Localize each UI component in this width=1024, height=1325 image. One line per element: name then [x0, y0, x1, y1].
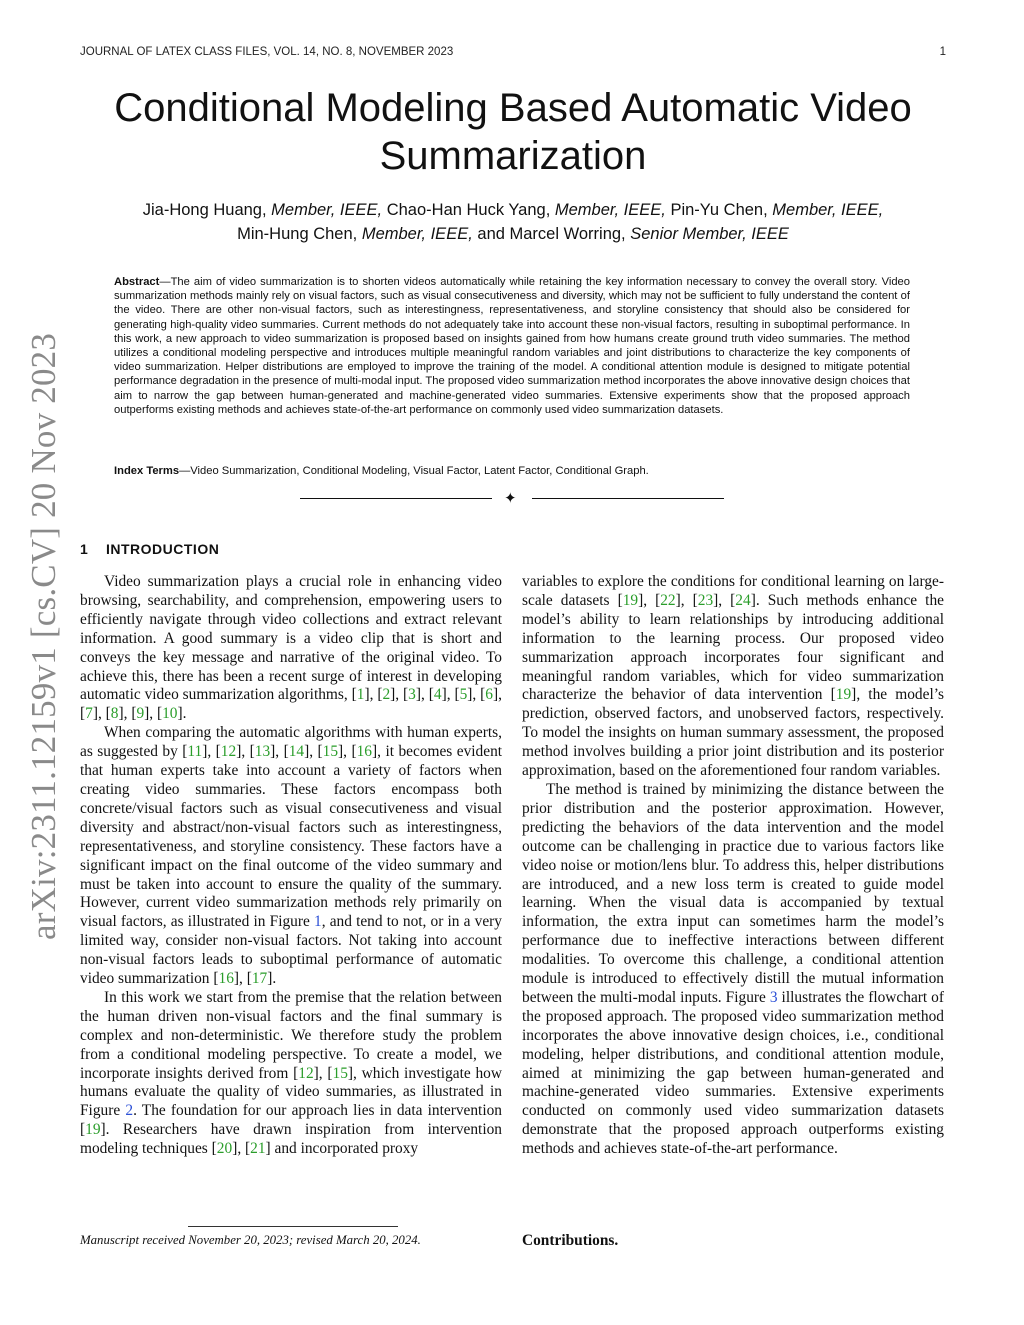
paragraph: When comparing the automatic algorithms with human experts, as suggested by [11], [12], [13], [14], [15], [16], it becomes evident that human experts take into account a variety of factors when creating video summaries. These factors encompass both concrete/visual factors such as visual consecutiveness and visual diversity and abstract/non-visual factors such as interestingness, representativeness, and storyline consistency. These factors have a significant impact on the final outcome of the video summary and must be taken into account to ensure the quality of the summary. However, current video summarization methods rely primarily on visual factors, as illustrated in Figure 1, and tend to not, or in a very limited way, consider non-visual factors. Not taking into account non-visual factors leads to suboptimal performance of automatic video summarization [16], [17].: [80, 724, 503, 988]
paragraph: Video summarization plays a crucial role in enhancing video browsing, searchability, and comprehension, empowering users to efficiently navigate through video collections and extract relevant information. A good summary is a video clip that is short and conveys the key message and narrative of the original video. To achieve this, there has been a recent surge of interest in developing automatic video summarization algorithms, [1], [2], [3], [4], [5], [6], [7], [8], [9], [10].: [80, 573, 502, 723]
index-terms-label: Index Terms: [114, 465, 180, 477]
citation-link[interactable]: 23: [697, 591, 714, 609]
figure-link[interactable]: 2: [125, 1102, 134, 1120]
figure-link[interactable]: 3: [769, 988, 778, 1006]
citation-link[interactable]: 16: [356, 743, 372, 761]
figure-link[interactable]: 1: [313, 913, 322, 931]
author-name: Jia-Hong Huang,: [142, 201, 267, 219]
divider-diamond-icon: ✦: [504, 491, 517, 507]
left-column: [80, 573, 502, 1159]
abstract-label: Abstract: [114, 276, 160, 288]
citation-link[interactable]: 6: [485, 686, 493, 704]
right-column: [522, 573, 944, 1159]
citation-link[interactable]: 12: [220, 743, 237, 761]
author-name: and Marcel Worring,: [477, 225, 626, 243]
author-role: Member, IEEE,: [772, 201, 884, 219]
paragraph: The method is trained by minimizing the distance between the prior distribution and the posterior approximation. However, predicting the behaviors of the data intervention and the model outcome can be challenging in practice due to various factors like video noise or motion/lens blur. To address this, helper distributions are introduced, and a new loss term is created to guide model learning. When the visual data is accompanied by textual information, the extra input can sometimes harm the model’s performance due to ineffective interactions between different modalities. To overcome this challenge, a conditional attention module is introduced to effectively distill the mutual information between the multi-modal inputs. Figure 3 illustrates the flowchart of the proposed approach. The proposed video summarization method incorporates the above innovative design choices, i.e., conditional modeling, helper distributions, and conditional attention module, aimed at minimizing the gap between human-generated and machine-generated video summaries. Extensive experiments conducted on commonly used video summarization datasets demonstrate that the proposed approach outperforms existing methods and achieves state-of-the-art performance.: [522, 780, 944, 1158]
citation-link[interactable]: 19: [835, 686, 852, 704]
author-role: Member, IEEE,: [271, 201, 383, 219]
citation-link[interactable]: 1: [356, 686, 365, 704]
running-header: [80, 46, 946, 62]
paragraph: variables to explore the conditions for conditional learning on large-scale datasets [19], [22], [23], [24]. Such methods enhance the model’s ability to learn relationships by introducing additional information to the learning process. Our proposed video summarization approach incorporates four significant and meaningful random variables, which for video summarization characterize the behavior of data intervention [19], the model’s prediction, observed factors, and unobserved factors, respectively. To model the insights on human summary assessment, the proposed method involves building a prior joint distribution and its posterior approximation, based on the aforementioned four random variables.: [522, 573, 944, 780]
contributions-heading: Contributions.: [522, 1232, 619, 1249]
author-name: Min-Hung Chen,: [237, 225, 358, 243]
citation-link[interactable]: 16: [218, 970, 234, 988]
index-terms: [114, 464, 910, 478]
abstract-text: —The aim of video summarization is to shorten videos automatically while retaining the key information necessary to convey the overall story. Video summarization methods mainly rely on visual factors, such as visual consecutiveness and diversity, which may not be sufficient to fully understand the content of the video. There are other non-visual factors, such as interestingness, representativeness, and storyline consistency that should also be considered for generating high-quality video summaries. Current methods do not adequately take into account these non-visual factors, resulting in suboptimal performance. In this work, a new approach to video summarization is proposed based on insights gained from how humans create ground truth video summaries. The method utilizes a conditional modeling perspective and introduces multiple meaningful random variables and joint distributions to characterize the key components of video summarization. Helper distributions are employed to improve the training of the model. A conditional attention module is designed to mitigate potential performance degradation in the presence of multi-modal input. The proposed video summarization method incorporates the above innovative design choices that aim to narrow the gap between human-generated and machine-generated video summaries. Extensive experiments show that the proposed approach outperforms existing methods and achieves state-of-the-art performance on commonly used video summarization datasets.: [114, 276, 910, 416]
divider-line-right: [532, 498, 724, 499]
citation-link[interactable]: 20: [216, 1140, 233, 1158]
paragraph: In this work we start from the premise that the relation between the human driven non-visual factors and the final summary is complex and non-deterministic. We therefore study the problem from a conditional modeling perspective. To create a model, we incorporate insights derived from [12], [15], which investigate how humans evaluate the quality of video summaries, as illustrated in Figure 2. The foundation for our approach lies in data intervention [19]. Researchers have drawn inspiration from intervention modeling techniques [20], [21] and incorporated proxy: [80, 988, 503, 1158]
citation-link[interactable]: 10: [162, 705, 178, 723]
citation-link[interactable]: 9: [136, 705, 145, 723]
citation-link[interactable]: 15: [332, 1064, 348, 1082]
section-title: INTRODUCTION: [106, 541, 220, 557]
citation-link[interactable]: 7: [85, 705, 93, 723]
author-role: Senior Member, IEEE: [630, 225, 789, 243]
journal-name: JOURNAL OF LATEX CLASS FILES, VOL. 14, NO. 8, NOVEMBER 2023: [80, 46, 454, 58]
abstract: [114, 275, 910, 417]
arxiv-identifier: arXiv:2311.12159v1 [cs.CV] 20 Nov 2023: [24, 332, 63, 940]
author-list: [80, 198, 946, 246]
page-number: 1: [939, 46, 946, 58]
citation-link[interactable]: 22: [660, 591, 676, 609]
citation-link[interactable]: 21: [250, 1140, 266, 1158]
citation-link[interactable]: 19: [622, 591, 639, 609]
footnote-rule: [188, 1226, 398, 1227]
citation-link[interactable]: 15: [322, 743, 339, 761]
section-number: 1: [80, 541, 89, 557]
paper-title: Conditional Modeling Based Automatic Video Summarization: [114, 86, 912, 178]
author-name: Chao-Han Huck Yang,: [386, 201, 551, 219]
citation-link[interactable]: 14: [288, 743, 305, 761]
citation-link[interactable]: 8: [110, 705, 119, 723]
author-role: Member, IEEE,: [361, 225, 473, 243]
section-divider: [300, 490, 724, 508]
citation-link[interactable]: 12: [298, 1064, 314, 1082]
citation-link[interactable]: 3: [408, 686, 416, 704]
citation-link[interactable]: 13: [254, 743, 271, 761]
citation-link[interactable]: 24: [735, 591, 751, 609]
citation-link[interactable]: 19: [85, 1121, 101, 1139]
citation-link[interactable]: 4: [433, 686, 442, 704]
section-heading: [80, 539, 502, 559]
author-role: Member, IEEE,: [554, 201, 666, 219]
author-name: Pin-Yu Chen,: [670, 201, 768, 219]
citation-link[interactable]: 2: [382, 686, 391, 704]
citation-link[interactable]: 17: [251, 970, 268, 988]
citation-link[interactable]: 11: [187, 743, 203, 761]
divider-line-left: [300, 498, 492, 499]
footnote: Manuscript received November 20, 2023; revised March 20, 2024.: [80, 1233, 421, 1247]
citation-link[interactable]: 5: [459, 686, 468, 704]
index-terms-text: —Video Summarization, Conditional Modeling, Visual Factor, Latent Factor, Conditional Graph.: [179, 465, 649, 477]
